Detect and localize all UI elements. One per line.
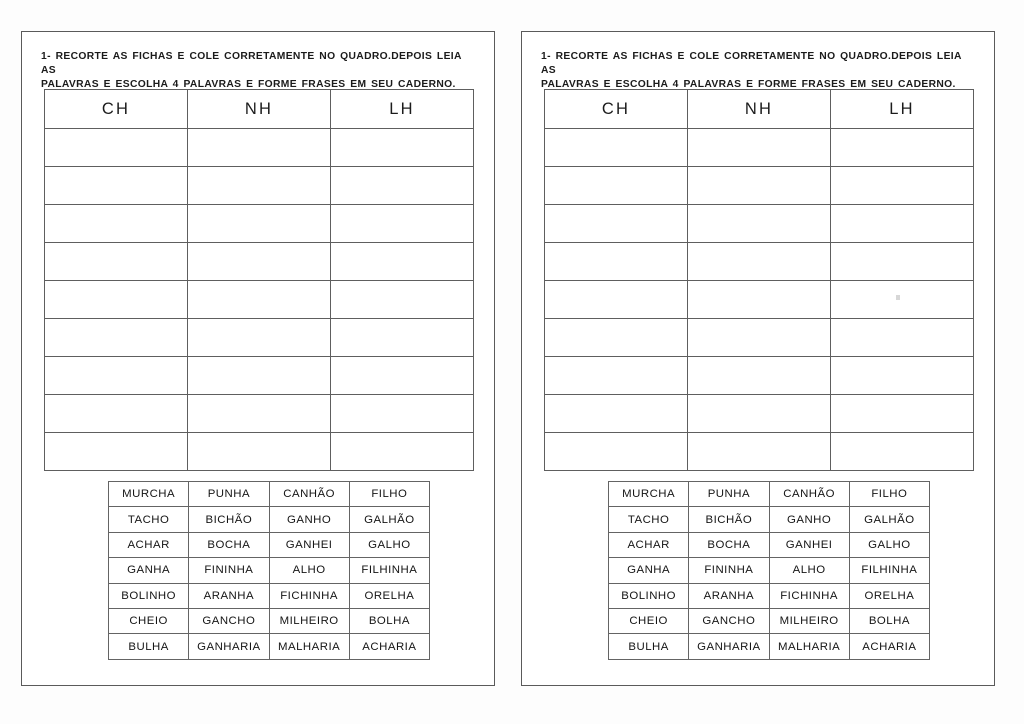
word-bank-cell[interactable]: BULHA: [109, 634, 189, 659]
instruction-line-2: PALAVRAS E ESCOLHA 4 PALAVRAS E FORME FRASES EM SEU CADERNO.: [541, 79, 956, 91]
scan-artifact-speck: [896, 295, 900, 300]
instruction-line-2: PALAVRAS E ESCOLHA 4 PALAVRAS E FORME FRASES EM SEU CADERNO.: [41, 79, 456, 91]
word-bank-cell[interactable]: FICHINHA: [769, 583, 849, 608]
paste-grid-empty-row: [45, 281, 474, 319]
word-bank-cell[interactable]: ALHO: [769, 558, 849, 583]
paste-grid-cell[interactable]: [688, 243, 831, 281]
instruction-line-1: 1- RECORTE AS FICHAS E COLE CORRETAMENTE NO QUADRO.DEPOIS LEIA AS: [541, 51, 962, 77]
paste-grid-cell[interactable]: [688, 319, 831, 357]
word-bank-row: [609, 507, 930, 532]
word-bank-cell[interactable]: MALHARIA: [769, 634, 849, 659]
word-bank-cell[interactable]: PUNHA: [689, 482, 769, 507]
word-bank-cell[interactable]: GANHARIA: [689, 634, 769, 659]
word-bank-cell[interactable]: CANHÃO: [269, 482, 349, 507]
paste-grid-cell[interactable]: [831, 167, 974, 205]
paste-grid-empty-row: [545, 243, 974, 281]
paste-grid-cell[interactable]: [545, 319, 688, 357]
word-bank-row: [109, 634, 430, 659]
word-bank-cell[interactable]: GANCHO: [689, 608, 769, 633]
word-bank-cell[interactable]: ACHAR: [109, 532, 189, 557]
word-bank-table: [108, 481, 430, 660]
word-bank-cell[interactable]: BOLHA: [849, 608, 929, 633]
paste-grid-empty-row: [45, 357, 474, 395]
word-bank-cell[interactable]: FININHA: [689, 558, 769, 583]
paste-grid-cell[interactable]: [45, 281, 188, 319]
word-bank-cell[interactable]: FININHA: [189, 558, 269, 583]
word-bank-row: [609, 608, 930, 633]
paste-grid-cell[interactable]: [188, 319, 331, 357]
word-bank-cell[interactable]: MILHEIRO: [269, 608, 349, 633]
word-bank-row: [609, 532, 930, 557]
paste-grid: [44, 89, 474, 471]
word-bank-row: [109, 482, 430, 507]
paste-grid-cell[interactable]: [545, 433, 688, 471]
word-bank-cell[interactable]: GANHARIA: [189, 634, 269, 659]
paste-grid: [544, 89, 974, 471]
paste-grid-cell[interactable]: [188, 357, 331, 395]
instruction-text: [541, 50, 969, 93]
word-bank-cell[interactable]: ACHARIA: [349, 634, 429, 659]
paste-grid-empty-row: [545, 129, 974, 167]
word-bank-cell[interactable]: BOLINHO: [109, 583, 189, 608]
word-bank-cell[interactable]: BICHÃO: [189, 507, 269, 532]
instruction-text: [41, 50, 469, 93]
word-bank-cell[interactable]: FILHO: [349, 482, 429, 507]
paste-grid-cell[interactable]: [831, 395, 974, 433]
word-bank-cell[interactable]: ORELHA: [349, 583, 429, 608]
paste-grid-cell[interactable]: [188, 433, 331, 471]
paste-grid-empty-row: [45, 167, 474, 205]
column-header-lh: LH: [831, 90, 974, 129]
word-bank-row: [609, 558, 930, 583]
word-bank-cell[interactable]: CANHÃO: [769, 482, 849, 507]
paste-grid-cell[interactable]: [545, 357, 688, 395]
paste-grid-cell[interactable]: [331, 129, 474, 167]
paste-grid-cell[interactable]: [45, 357, 188, 395]
paste-grid-cell[interactable]: [188, 205, 331, 243]
paste-grid-body: [545, 90, 974, 471]
paste-grid-cell[interactable]: [688, 129, 831, 167]
paste-grid-empty-row: [545, 319, 974, 357]
word-bank-cell[interactable]: ARANHA: [189, 583, 269, 608]
paste-grid-empty-row: [545, 433, 974, 471]
word-bank-cell[interactable]: ARANHA: [689, 583, 769, 608]
paste-grid-cell[interactable]: [331, 205, 474, 243]
paste-grid-cell[interactable]: [545, 243, 688, 281]
word-bank-cell[interactable]: CHEIO: [109, 608, 189, 633]
worksheet-panel-right: [521, 31, 995, 686]
paste-grid-cell[interactable]: [545, 205, 688, 243]
paste-grid-cell[interactable]: [45, 395, 188, 433]
word-bank-row: [109, 608, 430, 633]
word-bank-cell[interactable]: BOLINHO: [609, 583, 689, 608]
paste-grid-cell[interactable]: [188, 167, 331, 205]
paste-grid-cell[interactable]: [188, 129, 331, 167]
word-bank-cell[interactable]: FILHO: [849, 482, 929, 507]
paste-grid-cell[interactable]: [188, 281, 331, 319]
paste-grid-cell[interactable]: [188, 243, 331, 281]
paste-grid-cell[interactable]: [688, 395, 831, 433]
paste-grid-cell[interactable]: [831, 129, 974, 167]
paste-grid-cell[interactable]: [188, 395, 331, 433]
column-header-ch: CH: [45, 90, 188, 129]
word-bank-row: [109, 532, 430, 557]
word-bank-row: [609, 634, 930, 659]
word-bank-cell[interactable]: ACHAR: [609, 532, 689, 557]
paste-grid-empty-row: [545, 167, 974, 205]
word-bank-cell[interactable]: GALHÃO: [349, 507, 429, 532]
column-header-nh: NH: [688, 90, 831, 129]
paste-grid-cell[interactable]: [688, 205, 831, 243]
word-bank-cell[interactable]: GANHO: [769, 507, 849, 532]
paste-grid-empty-row: [545, 205, 974, 243]
paste-grid-empty-row: [545, 357, 974, 395]
paste-grid-cell[interactable]: [688, 281, 831, 319]
word-bank-row: [109, 558, 430, 583]
paste-grid-cell[interactable]: [688, 357, 831, 395]
paste-grid-empty-row: [45, 319, 474, 357]
word-bank-cell[interactable]: GANCHO: [189, 608, 269, 633]
word-bank-body: [109, 482, 430, 660]
word-bank-cell[interactable]: ACHARIA: [849, 634, 929, 659]
paste-grid-cell[interactable]: [45, 205, 188, 243]
paste-grid-cell[interactable]: [331, 357, 474, 395]
paste-grid-cell[interactable]: [45, 129, 188, 167]
paste-grid-cell[interactable]: [45, 243, 188, 281]
paste-grid-header-row: [545, 90, 974, 129]
paste-grid-empty-row: [45, 433, 474, 471]
paste-grid-cell[interactable]: [831, 205, 974, 243]
word-bank-body: [609, 482, 930, 660]
word-bank-cell[interactable]: MALHARIA: [269, 634, 349, 659]
word-bank-row: [609, 482, 930, 507]
word-bank-row: [109, 507, 430, 532]
paste-grid-cell[interactable]: [331, 319, 474, 357]
word-bank-cell[interactable]: FILHINHA: [349, 558, 429, 583]
paste-grid-empty-row: [45, 205, 474, 243]
paste-grid-cell[interactable]: [331, 167, 474, 205]
paste-grid-cell[interactable]: [545, 167, 688, 205]
word-bank-cell[interactable]: MURCHA: [109, 482, 189, 507]
word-bank-cell[interactable]: GALHO: [349, 532, 429, 557]
paste-grid-cell[interactable]: [831, 243, 974, 281]
word-bank-cell[interactable]: MURCHA: [609, 482, 689, 507]
paste-grid-cell[interactable]: [688, 433, 831, 471]
column-header-ch: CH: [545, 90, 688, 129]
word-bank-cell[interactable]: BOCHA: [189, 532, 269, 557]
word-bank-cell[interactable]: ORELHA: [849, 583, 929, 608]
paste-grid-cell[interactable]: [331, 281, 474, 319]
column-header-nh: NH: [188, 90, 331, 129]
paste-grid-cell[interactable]: [831, 357, 974, 395]
word-bank-table: [608, 481, 930, 660]
word-bank-cell[interactable]: FICHINHA: [269, 583, 349, 608]
paste-grid-cell[interactable]: [831, 433, 974, 471]
paste-grid-cell[interactable]: [545, 281, 688, 319]
word-bank-row: [109, 583, 430, 608]
paste-grid-cell[interactable]: [545, 395, 688, 433]
paste-grid-cell[interactable]: [331, 433, 474, 471]
instruction-line-1: 1- RECORTE AS FICHAS E COLE CORRETAMENTE NO QUADRO.DEPOIS LEIA AS: [41, 51, 462, 77]
word-bank-cell[interactable]: CHEIO: [609, 608, 689, 633]
paste-grid-cell[interactable]: [688, 167, 831, 205]
word-bank-cell[interactable]: GANHEI: [769, 532, 849, 557]
paste-grid-cell[interactable]: [45, 433, 188, 471]
paste-grid-cell[interactable]: [331, 243, 474, 281]
word-bank-cell[interactable]: GALHO: [849, 532, 929, 557]
paste-grid-empty-row: [45, 395, 474, 433]
word-bank-cell[interactable]: TACHO: [609, 507, 689, 532]
word-bank-cell[interactable]: PUNHA: [189, 482, 269, 507]
word-bank-cell[interactable]: BICHÃO: [689, 507, 769, 532]
paste-grid-cell[interactable]: [831, 319, 974, 357]
paste-grid-empty-row: [45, 129, 474, 167]
word-bank-row: [609, 583, 930, 608]
worksheet-panel-left: [21, 31, 495, 686]
word-bank-cell[interactable]: BULHA: [609, 634, 689, 659]
word-bank-cell[interactable]: TACHO: [109, 507, 189, 532]
word-bank-cell[interactable]: MILHEIRO: [769, 608, 849, 633]
paste-grid-empty-row: [545, 281, 974, 319]
word-bank-cell[interactable]: GANHA: [109, 558, 189, 583]
paste-grid-body: [45, 90, 474, 471]
word-bank-cell[interactable]: GANHA: [609, 558, 689, 583]
word-bank-cell[interactable]: BOCHA: [689, 532, 769, 557]
word-bank-cell[interactable]: GANHO: [269, 507, 349, 532]
paste-grid-header-row: [45, 90, 474, 129]
column-header-lh: LH: [331, 90, 474, 129]
word-bank-cell[interactable]: ALHO: [269, 558, 349, 583]
word-bank-cell[interactable]: FILHINHA: [849, 558, 929, 583]
word-bank-cell[interactable]: BOLHA: [349, 608, 429, 633]
word-bank-cell[interactable]: GANHEI: [269, 532, 349, 557]
paste-grid-cell[interactable]: [545, 129, 688, 167]
paste-grid-cell[interactable]: [831, 281, 974, 319]
paste-grid-cell[interactable]: [45, 167, 188, 205]
paste-grid-empty-row: [45, 243, 474, 281]
word-bank-cell[interactable]: GALHÃO: [849, 507, 929, 532]
paste-grid-empty-row: [545, 395, 974, 433]
paste-grid-cell[interactable]: [331, 395, 474, 433]
paste-grid-cell[interactable]: [45, 319, 188, 357]
